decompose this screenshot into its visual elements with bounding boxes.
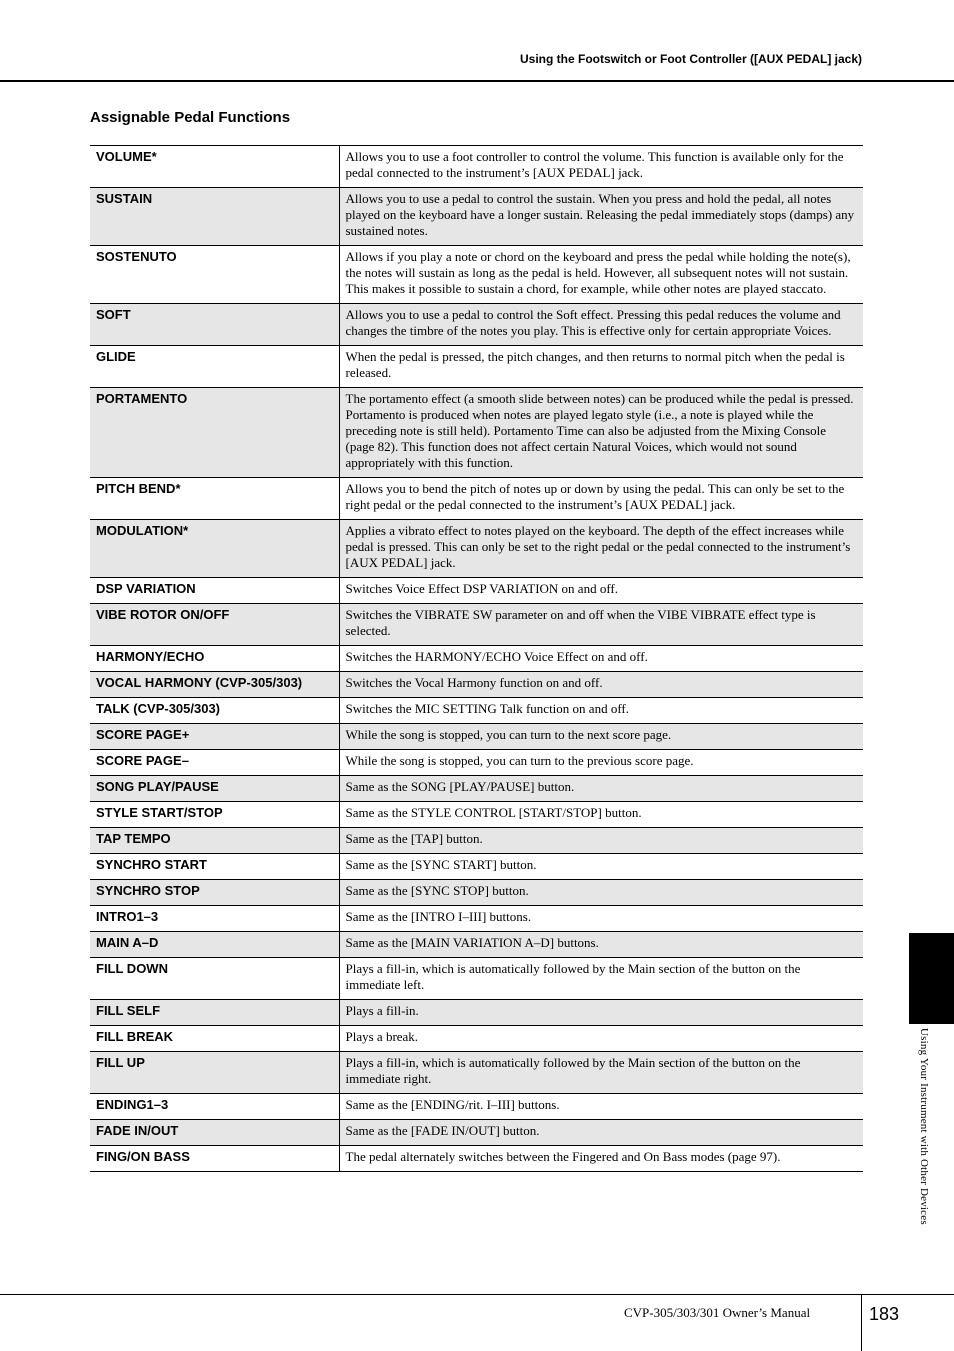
- table-row: [90, 646, 863, 672]
- function-name: FING/ON BASS: [90, 1146, 339, 1172]
- function-description: Switches the VIBRATE SW parameter on and off when the VIBE VIBRATE effect type is selected.: [339, 604, 863, 646]
- table-row: [90, 906, 863, 932]
- table-row: [90, 1000, 863, 1026]
- function-name: FILL SELF: [90, 1000, 339, 1026]
- function-description: Allows you to use a foot controller to control the volume. This function is available only for the pedal connected to the instrument’s [AUX PEDAL] jack.: [339, 146, 863, 188]
- function-description: Same as the [ENDING/rit. I–III] buttons.: [339, 1094, 863, 1120]
- function-name: SONG PLAY/PAUSE: [90, 776, 339, 802]
- function-name: SOFT: [90, 304, 339, 346]
- pedal-functions-table: [90, 145, 863, 1172]
- function-description: When the pedal is pressed, the pitch changes, and then returns to normal pitch when the pedal is released.: [339, 346, 863, 388]
- table-row: [90, 478, 863, 520]
- function-description: Switches Voice Effect DSP VARIATION on and off.: [339, 578, 863, 604]
- function-name: FILL DOWN: [90, 958, 339, 1000]
- function-description: Allows you to use a pedal to control the sustain. When you press and hold the pedal, all notes played on the keyboard have a longer sustain. Releasing the pedal immediately stops (damps) any sustained notes.: [339, 188, 863, 246]
- table-row: [90, 1146, 863, 1172]
- table-row: [90, 828, 863, 854]
- function-name: VIBE ROTOR ON/OFF: [90, 604, 339, 646]
- function-description: Applies a vibrato effect to notes played on the keyboard. The depth of the effect increases while pedal is pressed. This can only be set to the right pedal or the pedal connected to the instrument’s [AUX PEDAL] jack.: [339, 520, 863, 578]
- table-row: [90, 932, 863, 958]
- table-row: [90, 388, 863, 478]
- section-title: Assignable Pedal Functions: [90, 109, 291, 126]
- table-row: [90, 1120, 863, 1146]
- function-description: Switches the Vocal Harmony function on and off.: [339, 672, 863, 698]
- function-description: Same as the [TAP] button.: [339, 828, 863, 854]
- table-row: [90, 146, 863, 188]
- table-row: [90, 776, 863, 802]
- function-description: Plays a break.: [339, 1026, 863, 1052]
- function-name: SYNCHRO STOP: [90, 880, 339, 906]
- table-row: [90, 854, 863, 880]
- function-description: The portamento effect (a smooth slide between notes) can be produced while the pedal is pressed. Portamento is produced when notes are played legato style (i.e., a note is played while the preceding note is still held). Portamento Time can also be adjusted from the Mixing Console (page 82). This function does not affect certain Natural Voices, which would not sound appropriately with this function.: [339, 388, 863, 478]
- function-name: PITCH BEND*: [90, 478, 339, 520]
- function-name: SOSTENUTO: [90, 246, 339, 304]
- function-description: Same as the SONG [PLAY/PAUSE] button.: [339, 776, 863, 802]
- function-name: SYNCHRO START: [90, 854, 339, 880]
- table-row: [90, 750, 863, 776]
- manual-name: CVP-305/303/301 Owner’s Manual: [624, 1305, 811, 1320]
- function-description: Same as the [SYNC START] button.: [339, 854, 863, 880]
- table-row: [90, 698, 863, 724]
- function-description: Switches the HARMONY/ECHO Voice Effect on and off.: [339, 646, 863, 672]
- function-name: TAP TEMPO: [90, 828, 339, 854]
- function-description: Allows you to use a pedal to control the Soft effect. Pressing this pedal reduces the volume and changes the timbre of the notes you play. This is effective only for certain appropriate Voices.: [339, 304, 863, 346]
- function-description: Allows if you play a note or chord on the keyboard and press the pedal while holding the note(s), the notes will sustain as long as the pedal is held. However, all subsequent notes will not sustain. This makes it possible to sustain a chord, for example, while other notes are played staccato.: [339, 246, 863, 304]
- table-row: [90, 604, 863, 646]
- running-header: Using the Footswitch or Foot Controller ([AUX PEDAL] jack): [520, 52, 862, 66]
- function-description: Plays a fill-in, which is automatically followed by the Main section of the button on the immediate right.: [339, 1052, 863, 1094]
- function-name: SUSTAIN: [90, 188, 339, 246]
- function-name: SCORE PAGE–: [90, 750, 339, 776]
- function-description: Plays a fill-in, which is automatically followed by the Main section of the button on the immediate left.: [339, 958, 863, 1000]
- function-name: MODULATION*: [90, 520, 339, 578]
- function-name: TALK (CVP-305/303): [90, 698, 339, 724]
- table-row: [90, 304, 863, 346]
- function-name: VOLUME*: [90, 146, 339, 188]
- function-name: FILL UP: [90, 1052, 339, 1094]
- function-description: Allows you to bend the pitch of notes up or down by using the pedal. This can only be set to the right pedal or the pedal connected to the instrument’s [AUX PEDAL] jack.: [339, 478, 863, 520]
- table-row: [90, 1094, 863, 1120]
- function-name: INTRO1–3: [90, 906, 339, 932]
- function-description: Same as the [MAIN VARIATION A–D] buttons.: [339, 932, 863, 958]
- function-name: GLIDE: [90, 346, 339, 388]
- function-name: PORTAMENTO: [90, 388, 339, 478]
- function-description: Same as the STYLE CONTROL [START/STOP] button.: [339, 802, 863, 828]
- function-name: DSP VARIATION: [90, 578, 339, 604]
- table-row: [90, 880, 863, 906]
- table-row: [90, 346, 863, 388]
- function-name: STYLE START/STOP: [90, 802, 339, 828]
- function-name: SCORE PAGE+: [90, 724, 339, 750]
- function-name: MAIN A–D: [90, 932, 339, 958]
- table-row: [90, 1026, 863, 1052]
- chapter-label: Using Your Instrument with Other Devices: [918, 1028, 930, 1225]
- function-description: While the song is stopped, you can turn to the next score page.: [339, 724, 863, 750]
- table-row: [90, 724, 863, 750]
- function-name: VOCAL HARMONY (CVP-305/303): [90, 672, 339, 698]
- function-description: While the song is stopped, you can turn to the previous score page.: [339, 750, 863, 776]
- function-description: Same as the [SYNC STOP] button.: [339, 880, 863, 906]
- table-row: [90, 520, 863, 578]
- table-row: [90, 578, 863, 604]
- table-body: [90, 146, 863, 1172]
- footer-divider: [861, 1294, 862, 1351]
- table-row: [90, 246, 863, 304]
- function-description: The pedal alternately switches between the Fingered and On Bass modes (page 97).: [339, 1146, 863, 1172]
- table-row: [90, 958, 863, 1000]
- function-name: ENDING1–3: [90, 1094, 339, 1120]
- function-description: Switches the MIC SETTING Talk function on and off.: [339, 698, 863, 724]
- table-row: [90, 188, 863, 246]
- table-row: [90, 672, 863, 698]
- footer-rule: [0, 1294, 954, 1295]
- function-name: FADE IN/OUT: [90, 1120, 339, 1146]
- header-rule: [0, 80, 954, 82]
- function-name: HARMONY/ECHO: [90, 646, 339, 672]
- chapter-tab: [909, 933, 954, 1024]
- function-description: Plays a fill-in.: [339, 1000, 863, 1026]
- function-description: Same as the [INTRO I–III] buttons.: [339, 906, 863, 932]
- function-description: Same as the [FADE IN/OUT] button.: [339, 1120, 863, 1146]
- page-number: 183: [869, 1304, 900, 1324]
- table-row: [90, 1052, 863, 1094]
- table-row: [90, 802, 863, 828]
- function-name: FILL BREAK: [90, 1026, 339, 1052]
